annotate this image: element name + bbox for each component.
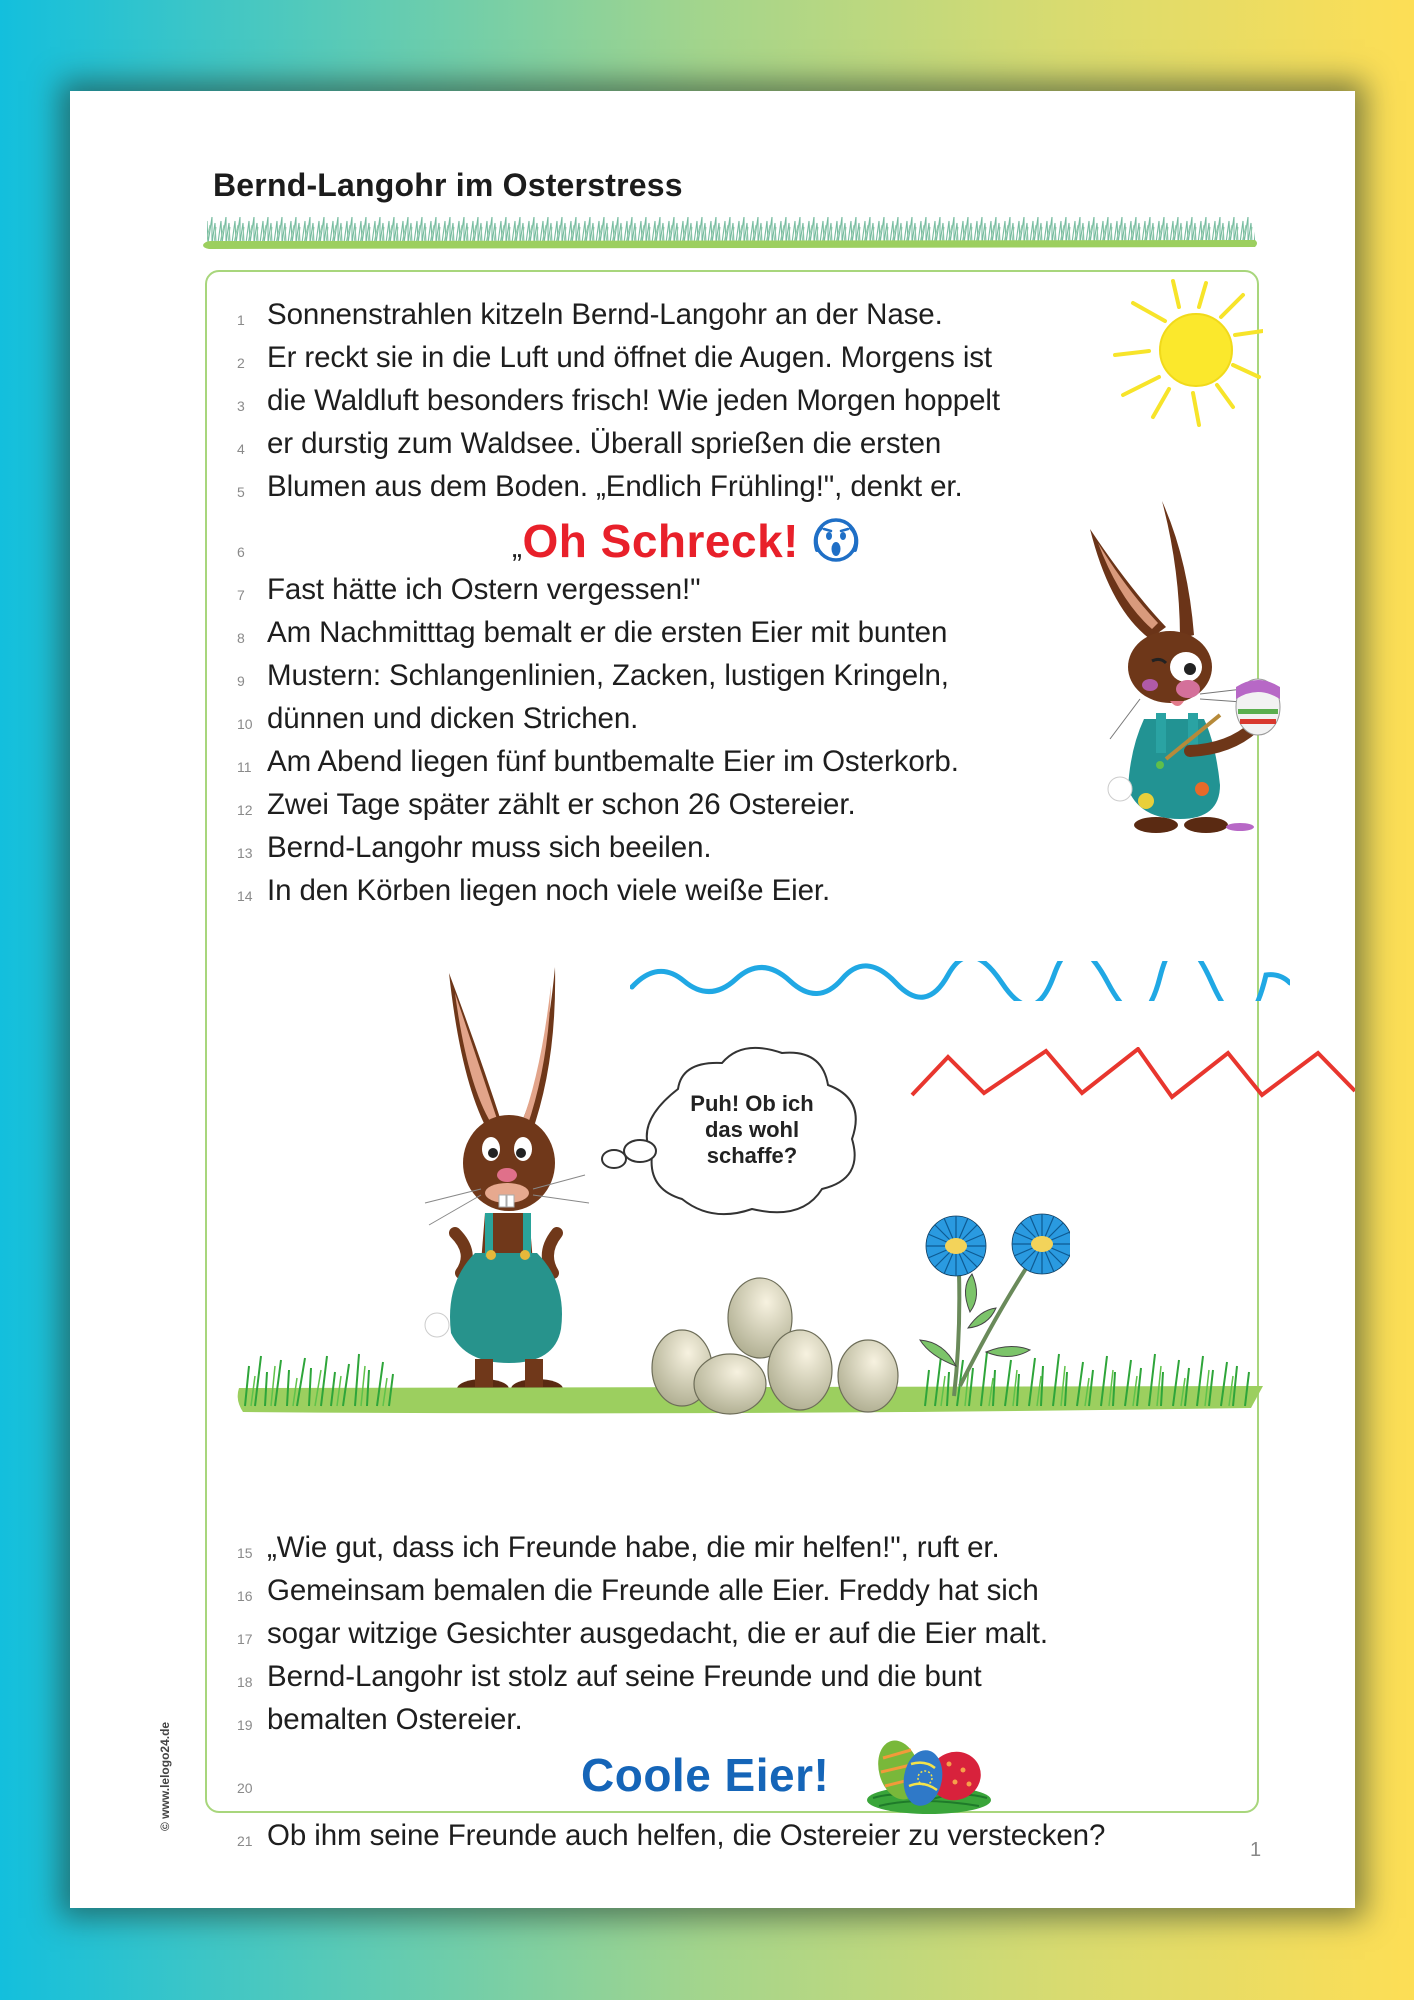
line-text: „Wie gut, dass ich Freunde habe, die mir helfen!", ruft er. [267,1531,1000,1564]
line-number: 4 [237,441,245,457]
thought-bubble [582,1039,872,1224]
line-number: 12 [237,802,253,818]
story-line-exclamation [207,1749,1257,1802]
line-text: In den Körben liegen noch viele weiße Eier. [267,874,831,907]
line-number: 2 [237,355,245,371]
line-text: Zwei Tage später zählt er schon 26 Ostereier. [267,788,856,821]
line-number: 10 [237,716,253,732]
line-number: 1 [237,312,245,328]
story-line [207,377,1257,420]
line-number: 3 [237,398,245,414]
line-number: 11 [237,759,252,775]
bunny-painting-egg-illustration [1070,489,1290,834]
worksheet-page [70,91,1355,1908]
coole-eier-heading: Coole Eier! [581,1749,830,1801]
line-number: 9 [237,673,245,689]
line-text: Ob ihm seine Freunde auch helfen, die Ostereier zu verstecken? [267,1819,1106,1852]
story-line [207,420,1257,463]
red-zigzag-line [910,1047,1355,1107]
oh-schreck-heading [512,514,799,568]
line-number: 21 [237,1833,253,1849]
line-number: 7 [237,587,245,603]
story-line [207,334,1257,377]
story-line [207,1524,1257,1567]
line-text: Er reckt sie in die Luft und öffnet die Augen. Morgens ist [267,341,993,374]
line-text: Am Nachmitttag bemalt er die ersten Eier mit bunten [267,616,948,649]
thought-line-2: das wohl [704,1117,800,1142]
line-text: Gemeinsam bemalen die Freunde alle Eier. Freddy hat sich [267,1574,1039,1607]
line-number: 8 [237,630,245,646]
line-text: Fast hätte ich Ostern vergessen!" [267,573,701,606]
line-number: 14 [237,888,253,904]
line-number: 5 [237,484,245,500]
line-text: er durstig zum Waldsee. Überall sprießen die ersten [267,427,942,460]
thought-line-3: schaffe? [706,1143,798,1168]
copyright-text: © www.lelogo24.de [158,1721,172,1831]
line-number: 20 [237,1780,253,1796]
line-text: Blumen aus dem Boden. „Endlich Frühling!", denkt er. [267,470,963,503]
line-number: 17 [237,1631,253,1647]
story-line [207,1696,1257,1739]
line-text: dünnen und dicken Strichen. [267,702,639,735]
line-number: 18 [237,1674,253,1690]
opening-quote: „ [512,531,523,564]
line-text: sogar witzige Gesichter ausgedacht, die er auf die Eier malt. [267,1617,1048,1650]
line-text: Am Abend liegen fünf buntbemalte Eier im Osterkorb. [267,745,959,778]
line-number: 16 [237,1588,253,1604]
line-text: Mustern: Schlangenlinien, Zacken, lustigen Kringeln, [267,659,949,692]
oh-schreck-text: Oh Schreck! [522,515,799,567]
thought-line-1: Puh! Ob ich [690,1091,814,1116]
story-line [207,1567,1257,1610]
easter-eggs-nest-icon [859,1734,999,1818]
line-number: 6 [237,544,245,560]
story-line [207,867,1257,910]
line-text: Bernd-Langohr muss sich beeilen. [267,831,712,864]
line-text: die Waldluft besonders frisch! Wie jeden Morgen hoppelt [267,384,1000,417]
white-eggs-pile [650,1276,900,1416]
blue-flowers [910,1206,1070,1406]
story-line [207,291,1257,334]
page-number: 1 [1250,1839,1262,1861]
page-title: Bernd-Langohr im Osterstress [213,167,683,203]
scream-face-icon [809,514,863,568]
line-number: 19 [237,1717,253,1733]
line-text: Sonnenstrahlen kitzeln Bernd-Langohr an der Nase. [267,298,943,331]
line-text: bemalten Ostereier. [267,1703,523,1736]
blue-wavy-line [630,961,1290,1001]
story-line [207,1812,1257,1855]
line-number: 13 [237,845,253,861]
line-number: 15 [237,1545,253,1561]
title-grass-divider [203,215,1259,251]
sun-illustration [1113,277,1263,427]
line-text: Bernd-Langohr ist stolz auf seine Freunde und die bunt [267,1660,982,1693]
story-line [207,1653,1257,1696]
thought-bubble-text [652,1091,852,1169]
story-line [207,1610,1257,1653]
